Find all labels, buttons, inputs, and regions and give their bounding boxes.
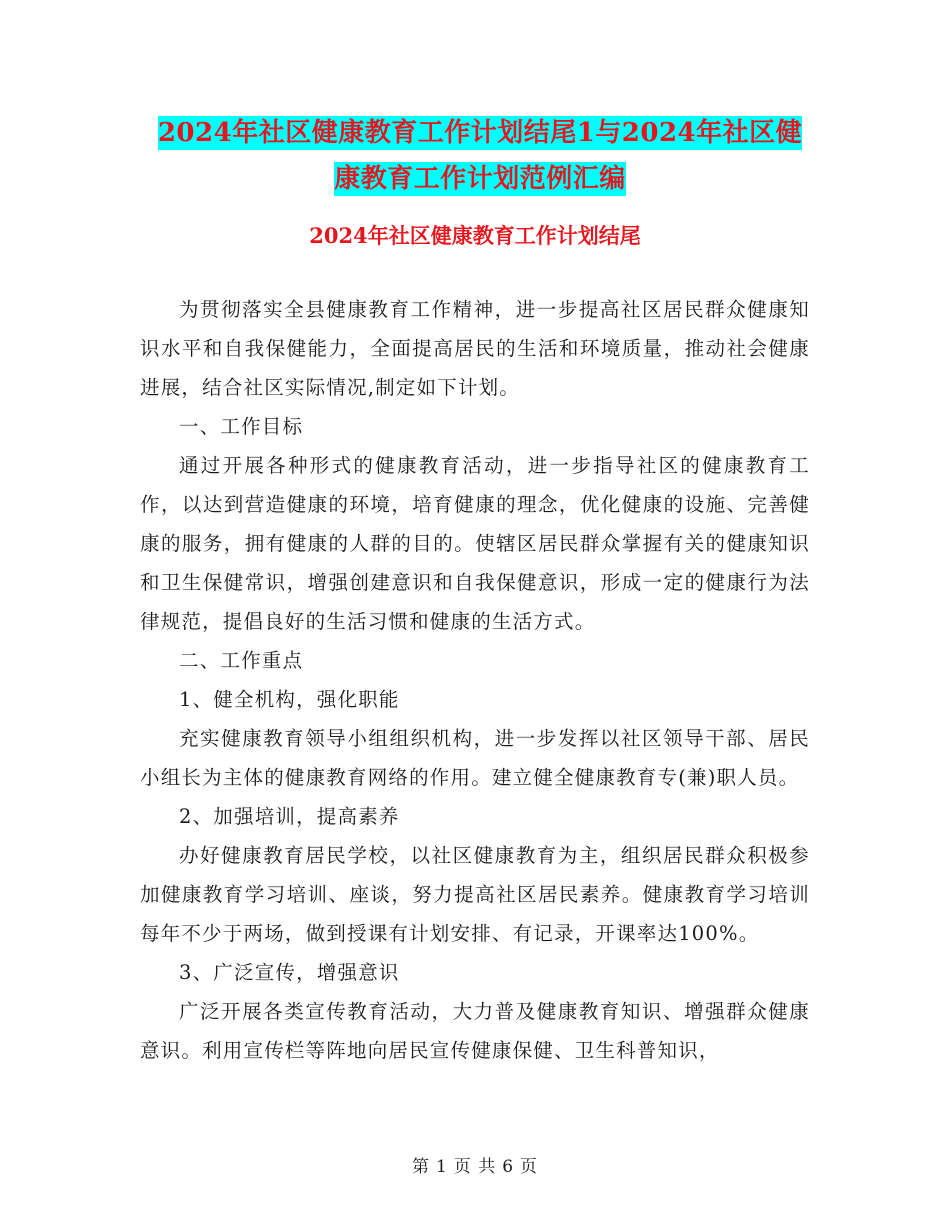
- footer-total-pages: 6: [502, 1157, 515, 1177]
- document-body: [140, 290, 810, 1070]
- subheading-1: 1、健全机构，强化职能: [179, 688, 400, 711]
- subheading-2: 2、加强培训，提高素养: [179, 805, 400, 828]
- paragraph-2: 办好健康教育居民学校，以社区健康教育为主，组织居民群众积极参加健康教育学习培训、座谈，努力提高社区居民素养。健康教育学习培训每年不少于两场，做到授课有计划安排、有记录，开课率达100%。: [140, 844, 810, 945]
- document-title: [140, 110, 820, 202]
- page-footer: [0, 1152, 950, 1177]
- paragraph-1: 充实健康教育领导小组组织机构，进一步发挥以社区领导干部、居民小组长为主体的健康教育网络的作用。建立健全健康教育专(兼)职人员。: [140, 727, 810, 789]
- footer-middle: 页 共: [453, 1157, 497, 1177]
- paragraph-3: 广泛开展各类宣传教育活动，大力普及健康教育知识、增强群众健康意识。利用宣传栏等阵地向居民宣传健康保健、卫生科普知识，: [140, 1000, 810, 1062]
- section-title: 2024年社区健康教育工作计划结尾: [309, 223, 641, 248]
- footer-suffix: 页: [520, 1157, 539, 1177]
- document-title-line-1: 2024年社区健康教育工作计划结尾1与2024年社区健: [157, 118, 803, 148]
- paragraph-intro: 为贯彻落实全县健康教育工作精神，进一步提高社区居民群众健康知识水平和自我保健能力，全面提高居民的生活和环境质量，推动社会健康进展，结合社区实际情况,制定如下计划。: [140, 298, 810, 399]
- paragraph-work-goals: 通过开展各种形式的健康教育活动，进一步指导社区的健康教育工作，以达到营造健康的环境，培育健康的理念，优化健康的设施、完善健康的服务，拥有健康的人群的目的。使辖区居民群众掌握有关的健康知识和卫生保健常识，增强创建意识和自我保健意识，形成一定的健康行为法律规范，提倡良好的生活习惯和健康的生活方式。: [140, 454, 810, 633]
- subheading-3: 3、广泛宣传，增强意识: [179, 961, 400, 984]
- footer-prefix: 第: [411, 1157, 430, 1177]
- footer-page-number: 1: [435, 1157, 448, 1177]
- document-title-line-2: 康教育工作计划范例汇编: [334, 164, 626, 194]
- heading-work-focus: 二、工作重点: [179, 649, 304, 672]
- heading-work-goals: 一、工作目标: [179, 415, 304, 438]
